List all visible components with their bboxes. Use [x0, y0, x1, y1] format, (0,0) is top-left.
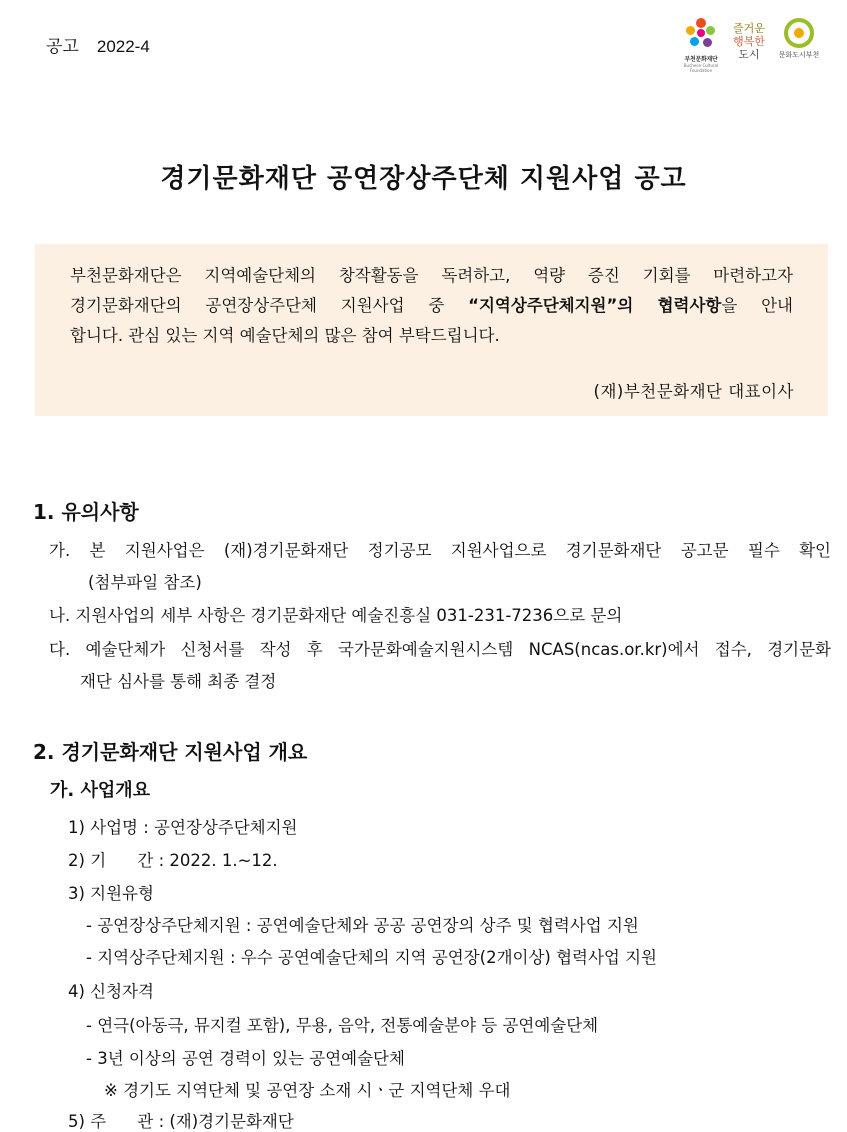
- intro-box: [35, 244, 828, 416]
- happy-city-line1: 즐거운: [733, 22, 765, 35]
- notice-item-da-cont: 재단 심사를 통해 최종 결정: [80, 672, 277, 691]
- intro-signature: (재)부천문화재단 대표이사: [593, 382, 794, 401]
- culture-city-name: 문화도시부천: [778, 51, 820, 59]
- overview-item-3b: - 지역상주단체지원 : 우수 공연예술단체의 지역 공연장(2개이상) 협력사업 지원: [86, 948, 657, 967]
- overview-item-5-label: 주 관: [90, 1112, 154, 1131]
- bucheon-logo-sub: Bucheon Cultural Foundation: [683, 63, 719, 73]
- intro-line-2-text: 경기문화재단의 공연장상주단체 지원사업 중: [70, 296, 469, 315]
- notice-item-da: 다. 예술단체가 신청서를 작성 후 국가문화예술지원시스템 NCAS(ncas.or.kr)에서 접수, 경기문화: [49, 640, 831, 659]
- section-2-heading: 2. 경기문화재단 지원사업 개요: [33, 740, 308, 764]
- page-title: 경기문화재단 공연장상주단체 지원사업 공고: [160, 164, 687, 194]
- section-2-subheading: 가. 사업개요: [50, 780, 151, 801]
- overview-item-5: [68, 1108, 294, 1132]
- overview-item-4a: - 연극(아동극, 뮤지컬 포함), 무용, 음악, 전통예술분야 등 공연예술단체: [86, 1016, 599, 1035]
- section-1-heading: 1. 유의사항: [33, 500, 139, 524]
- bucheon-logo-mark-icon: [684, 18, 718, 52]
- intro-line-3: 합니다. 관심 있는 지역 예술단체의 많은 참여 부탁드립니다.: [70, 326, 500, 345]
- happy-city-logo: [728, 22, 770, 61]
- overview-item-4b: - 3년 이상의 공연 경력이 있는 공연예술단체: [86, 1049, 405, 1068]
- intro-highlight: “지역상주단체지원”의 협력사항: [468, 296, 722, 315]
- bucheon-cultural-foundation-logo: [678, 18, 724, 73]
- culture-city-mark-icon: [784, 18, 814, 48]
- overview-item-2: [68, 847, 278, 871]
- happy-city-line3: 도시: [738, 48, 760, 61]
- overview-item-3: 3) 지원유형: [68, 884, 154, 903]
- overview-item-4: 4) 신청자격: [68, 982, 154, 1001]
- overview-item-2-label: 기 간: [90, 851, 154, 870]
- happy-city-line2: 행복한: [733, 35, 765, 48]
- document-number: [46, 32, 150, 57]
- intro-line-1: 부천문화재단은 지역예술단체의 창작활동을 독려하고, 역량 증진 기회를 마련하고자: [70, 266, 793, 285]
- overview-item-1: 1) 사업명 : 공연장상주단체지원: [68, 818, 298, 837]
- intro-line-2: [70, 292, 793, 316]
- overview-item-5-value: : (재)경기문화재단: [158, 1112, 294, 1131]
- intro-line-2-end: 을 안내: [721, 296, 793, 315]
- overview-item-5-num: 5): [68, 1112, 85, 1131]
- overview-item-2-num: 2): [68, 851, 85, 870]
- bucheon-logo-name: 부천문화재단: [684, 56, 718, 63]
- overview-item-2-value: : 2022. 1.~12.: [158, 851, 278, 870]
- culture-city-logo: [776, 18, 822, 60]
- document-code: 2022-4: [96, 37, 150, 56]
- overview-item-4c: ※ 경기도 지역단체 및 공연장 소재 시ㆍ군 지역단체 우대: [104, 1081, 511, 1100]
- notice-item-na: 나. 지원사업의 세부 사항은 경기문화재단 예술진흥실 031-231-7236으로 문의: [49, 606, 623, 625]
- notice-item-ga-cont: (첨부파일 참조): [88, 573, 202, 592]
- notice-item-ga: 가. 본 지원사업은 (재)경기문화재단 정기공모 지원사업으로 경기문화재단 공고문 필수 확인: [49, 541, 831, 560]
- overview-item-3a: - 공연장상주단체지원 : 공연예술단체와 공공 공연장의 상주 및 협력사업 지원: [86, 916, 639, 935]
- document-label: 공고: [46, 37, 79, 57]
